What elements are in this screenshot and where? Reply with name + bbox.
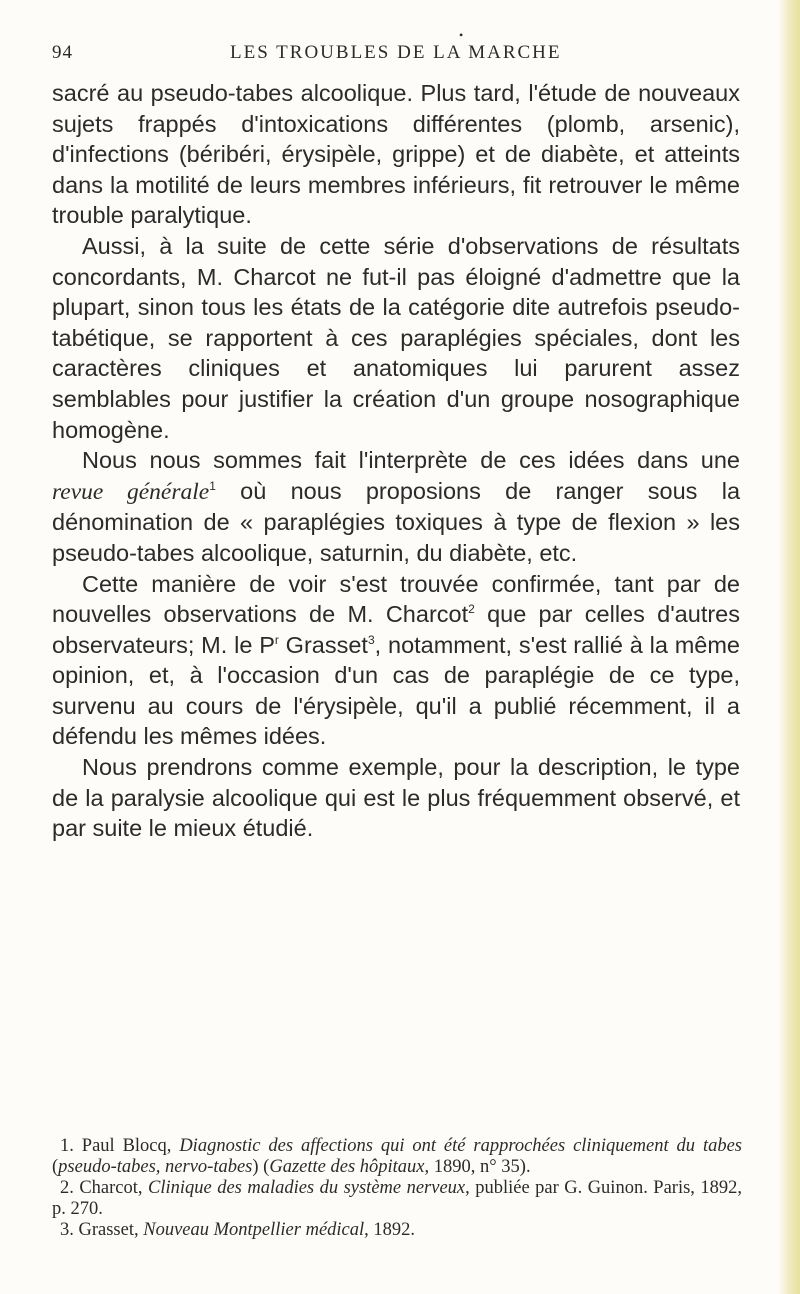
footnote-ref-2: 2 [468,602,475,617]
footnote-1 [52,1136,742,1178]
page-number: 94 [52,42,73,63]
footnote-2 [52,1178,742,1220]
header-mark: • [459,28,464,42]
footnote-3-text-a: 3. Grasset, [60,1220,144,1240]
page-header [52,28,742,72]
paragraph-1: sacré au pseudo-tabes alcoolique. Plus tard, l'étude de nouveaux sujets frappés d'intoxications différentes (plomb, arsenic), d'infections (béribéri, érysipèle, grippe) et de diabète, et atteints dans la motilité de leurs membres inférieurs, fit retrouver le même trouble paralytique. [52,80,740,229]
paragraph-3-text-a: Nous nous sommes fait l'interprète de ces idées dans une [82,447,740,474]
revue-generale-title: revue générale [52,478,210,505]
footnote-1-text-b: ( [52,1157,59,1177]
paragraph-3-text-b: où nous proposions de ranger sous la dénomination de « paraplégies toxiques à type de flexion » les pseudo-tabes alcoolique, saturnin, du diabète, etc. [52,477,741,566]
footnote-3 [52,1220,742,1241]
paragraph-4-text-c: Grasset [278,631,368,658]
page-edge [778,0,800,1294]
footnotes [52,1136,742,1241]
footnote-1-text-d: , 1890, n° 35). [424,1157,531,1177]
paragraph-4-text-b: que par celles d'autres observateurs; M. le P [52,601,740,658]
paragraph-3 [52,445,740,568]
footnote-1-subtitle: pseudo-tabes, nervo-tabes [58,1157,253,1177]
paragraph-4 [52,569,740,753]
footnote-1-text-a: 1. Paul Blocq, [60,1136,180,1156]
paragraph-4-text-d: , notamment, s'est rallié à la même opinion, et, à l'occasion d'un cas de paraplégie de ce type, survenu au cours de l'érysipèle, qu'il a publié récemment, il a défendu les mêmes idées. [52,631,740,750]
running-title: LES TROUBLES DE LA MARCHE [230,42,562,63]
footnote-1-text-c: ) ( [252,1157,270,1177]
footnote-2-text-b: , publiée par G. Guinon. Paris, 1892, p. 270. [52,1178,743,1219]
footnote-2-text-a: 2. Charcot, [60,1178,149,1198]
paragraph-4-text-a: Cette manière de voir s'est trouvée confirmée, tant par de nouvelles observations de M. Charcot [52,570,740,628]
body-text [52,78,740,844]
professor-abbrev-sup: r [274,632,279,647]
footnote-3-text-b: , 1892. [364,1220,416,1240]
footnote-ref-1: 1 [209,478,216,493]
footnote-ref-3: 3 [367,632,375,647]
footnote-1-journal: Gazette des hôpitaux [269,1157,425,1177]
footnote-2-title: Clinique des maladies du système nerveux [148,1178,466,1198]
paragraph-5: Nous prendrons comme exemple, pour la description, le type de la paralysie alcoolique qui est le plus fréquemment observé, et par suite le mieux étudié. [52,754,740,842]
paragraph-2: Aussi, à la suite de cette série d'observations de résultats concordants, M. Charcot ne fut-il pas éloigné d'admettre que la plupart, sinon tous les états de la catégorie dite autrefois pseudo-tabétique, se rapportent à ces paraplégies spéciales, dont les caractères cliniques et anatomiques lui parurent assez semblables pour justifier la création d'un groupe nosographique homogène. [52,232,740,443]
footnote-3-journal: Nouveau Montpellier médical [143,1220,365,1240]
footnote-1-title: Diagnostic des affections qui ont été rapprochées cliniquement du tabes [179,1136,742,1156]
